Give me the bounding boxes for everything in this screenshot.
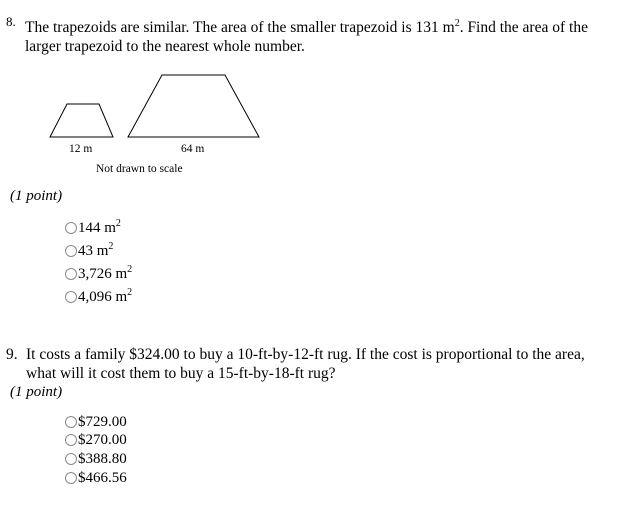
question-8-text-line2: larger trapezoid to the nearest whole number. xyxy=(25,38,305,55)
large-trapezoid xyxy=(128,75,259,137)
radio-button[interactable] xyxy=(65,472,77,484)
question-8-text-line1: The trapezoids are similar. The area of the smaller trapezoid is 131 $m^2$. Find the area of the xyxy=(25,18,588,36)
q9-option-1[interactable] xyxy=(65,413,127,431)
question-9-text-line1: It costs a family $324.00 to buy a 10-ft-by-12-ft rug. If the cost is proportional to the area, xyxy=(26,346,585,363)
small-trapezoid-label: 12 m xyxy=(69,143,93,155)
q9-option-3[interactable] xyxy=(65,450,127,468)
q8-option-2[interactable] xyxy=(65,242,113,260)
radio-button[interactable] xyxy=(65,268,77,280)
option-label: 144 $m^2$ xyxy=(78,217,121,236)
question-9-text-line2: what will it cost them to buy a 15-ft-by-18-ft rug? xyxy=(26,365,336,382)
q8-option-3[interactable] xyxy=(65,265,132,283)
q9-option-4[interactable] xyxy=(65,469,127,487)
radio-button[interactable] xyxy=(65,434,77,446)
radio-button[interactable] xyxy=(65,453,77,465)
question-9-text xyxy=(26,345,585,383)
q8-option-4[interactable] xyxy=(65,288,132,306)
option-label: $729.00 xyxy=(78,413,127,430)
radio-button[interactable] xyxy=(65,222,77,234)
radio-button[interactable] xyxy=(65,416,77,428)
option-label: $270.00 xyxy=(78,431,127,448)
trapezoid-figure xyxy=(0,0,300,180)
option-label: $388.80 xyxy=(78,450,127,467)
question-9-points: (1 point) xyxy=(10,384,63,400)
radio-button[interactable] xyxy=(65,245,77,257)
question-8-number: 8. xyxy=(6,14,16,29)
figure-caption: Not drawn to scale xyxy=(96,163,183,175)
option-label: 3,726 $m^2$ xyxy=(78,263,133,282)
question-9-number: 9. xyxy=(6,346,18,363)
small-trapezoid xyxy=(50,104,113,137)
q9-option-2[interactable] xyxy=(65,431,127,449)
option-label: $466.56 xyxy=(78,469,127,486)
option-label: 43 $m^2$ xyxy=(78,240,114,259)
large-trapezoid-label: 64 m xyxy=(181,143,205,155)
radio-button[interactable] xyxy=(65,291,77,303)
q8-option-1[interactable] xyxy=(65,219,121,237)
question-8-points: (1 point) xyxy=(10,188,63,204)
option-label: 4,096 $m^2$ xyxy=(78,286,133,305)
